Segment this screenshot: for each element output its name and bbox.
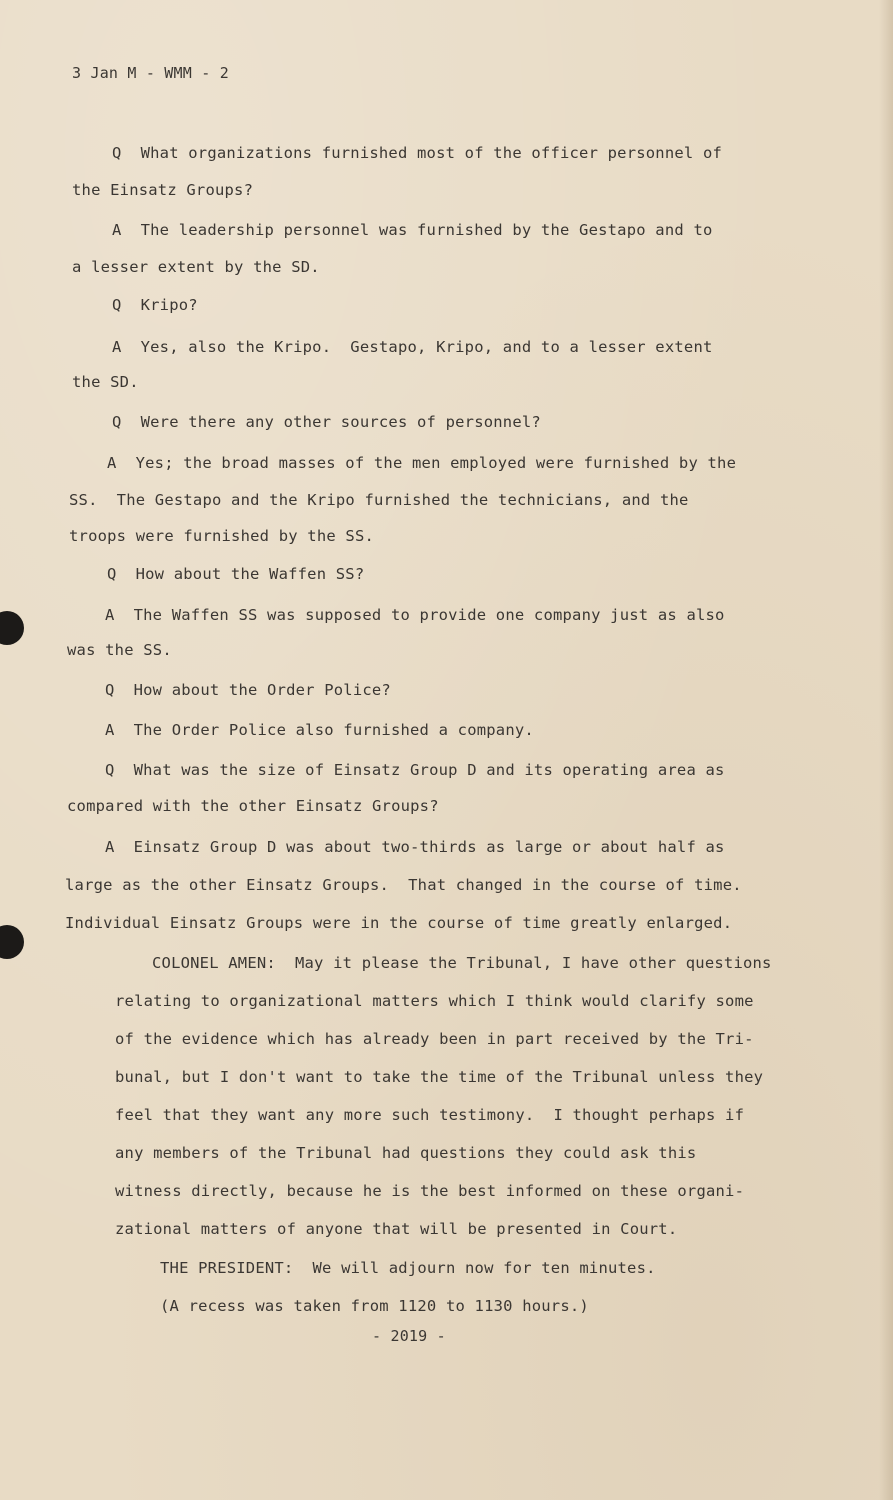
transcript-line: relating to organizational matters which I think would clarify some [115, 992, 754, 1010]
transcript-line: A Einsatz Group D was about two-thirds as large or about half as [105, 838, 725, 856]
transcript-line: Individual Einsatz Groups were in the course of time greatly enlarged. [65, 914, 733, 932]
punch-hole-upper [0, 611, 24, 645]
transcript-line: Q How about the Waffen SS? [107, 565, 365, 583]
transcript-line: A Yes; the broad masses of the men employed were furnished by the [107, 454, 737, 472]
transcript-line: THE PRESIDENT: We will adjourn now for ten minutes. [160, 1259, 656, 1277]
transcript-line: large as the other Einsatz Groups. That changed in the course of time. [65, 876, 742, 894]
transcript-line: feel that they want any more such testimony. I thought perhaps if [115, 1106, 745, 1124]
transcript-line: A Yes, also the Kripo. Gestapo, Kripo, and to a lesser extent [112, 338, 713, 356]
transcript-line: Q Were there any other sources of personnel? [112, 413, 541, 431]
transcript-line: the SD. [72, 373, 139, 391]
transcript-line: any members of the Tribunal had questions they could ask this [115, 1144, 697, 1162]
transcript-line: witness directly, because he is the best informed on these organi- [115, 1182, 745, 1200]
transcript-line: Q How about the Order Police? [105, 681, 391, 699]
transcript-line: zational matters of anyone that will be presented in Court. [115, 1220, 678, 1238]
transcript-line: bunal, but I don't want to take the time of the Tribunal unless they [115, 1068, 764, 1086]
transcript-line: troops were furnished by the SS. [69, 527, 375, 545]
transcript-line: compared with the other Einsatz Groups? [67, 797, 439, 815]
transcript-line: COLONEL AMEN: May it please the Tribunal, I have other questions [152, 954, 772, 972]
transcript-line: (A recess was taken from 1120 to 1130 hours.) [160, 1297, 589, 1315]
page-header: 3 Jan M - WMM - 2 [72, 64, 229, 82]
transcript-line: Q What was the size of Einsatz Group D and its operating area as [105, 761, 725, 779]
transcript-line: A The Order Police also furnished a company. [105, 721, 534, 739]
transcript-line: A The leadership personnel was furnished by the Gestapo and to [112, 221, 713, 239]
punch-hole-lower [0, 925, 24, 959]
transcript-line: SS. The Gestapo and the Kripo furnished the technicians, and the [69, 491, 689, 509]
transcript-line: was the SS. [67, 641, 172, 659]
transcript-line: a lesser extent by the SD. [72, 258, 320, 276]
transcript-line: A The Waffen SS was supposed to provide one company just as also [105, 606, 725, 624]
transcript-line: Q Kripo? [112, 296, 198, 314]
transcript-line: Q What organizations furnished most of the officer personnel of [112, 144, 723, 162]
transcript-line: the Einsatz Groups? [72, 181, 254, 199]
transcript-line: of the evidence which has already been in part received by the Tri- [115, 1030, 754, 1048]
page-edge-shadow [879, 0, 893, 1500]
page-number: - 2019 - [372, 1327, 446, 1345]
